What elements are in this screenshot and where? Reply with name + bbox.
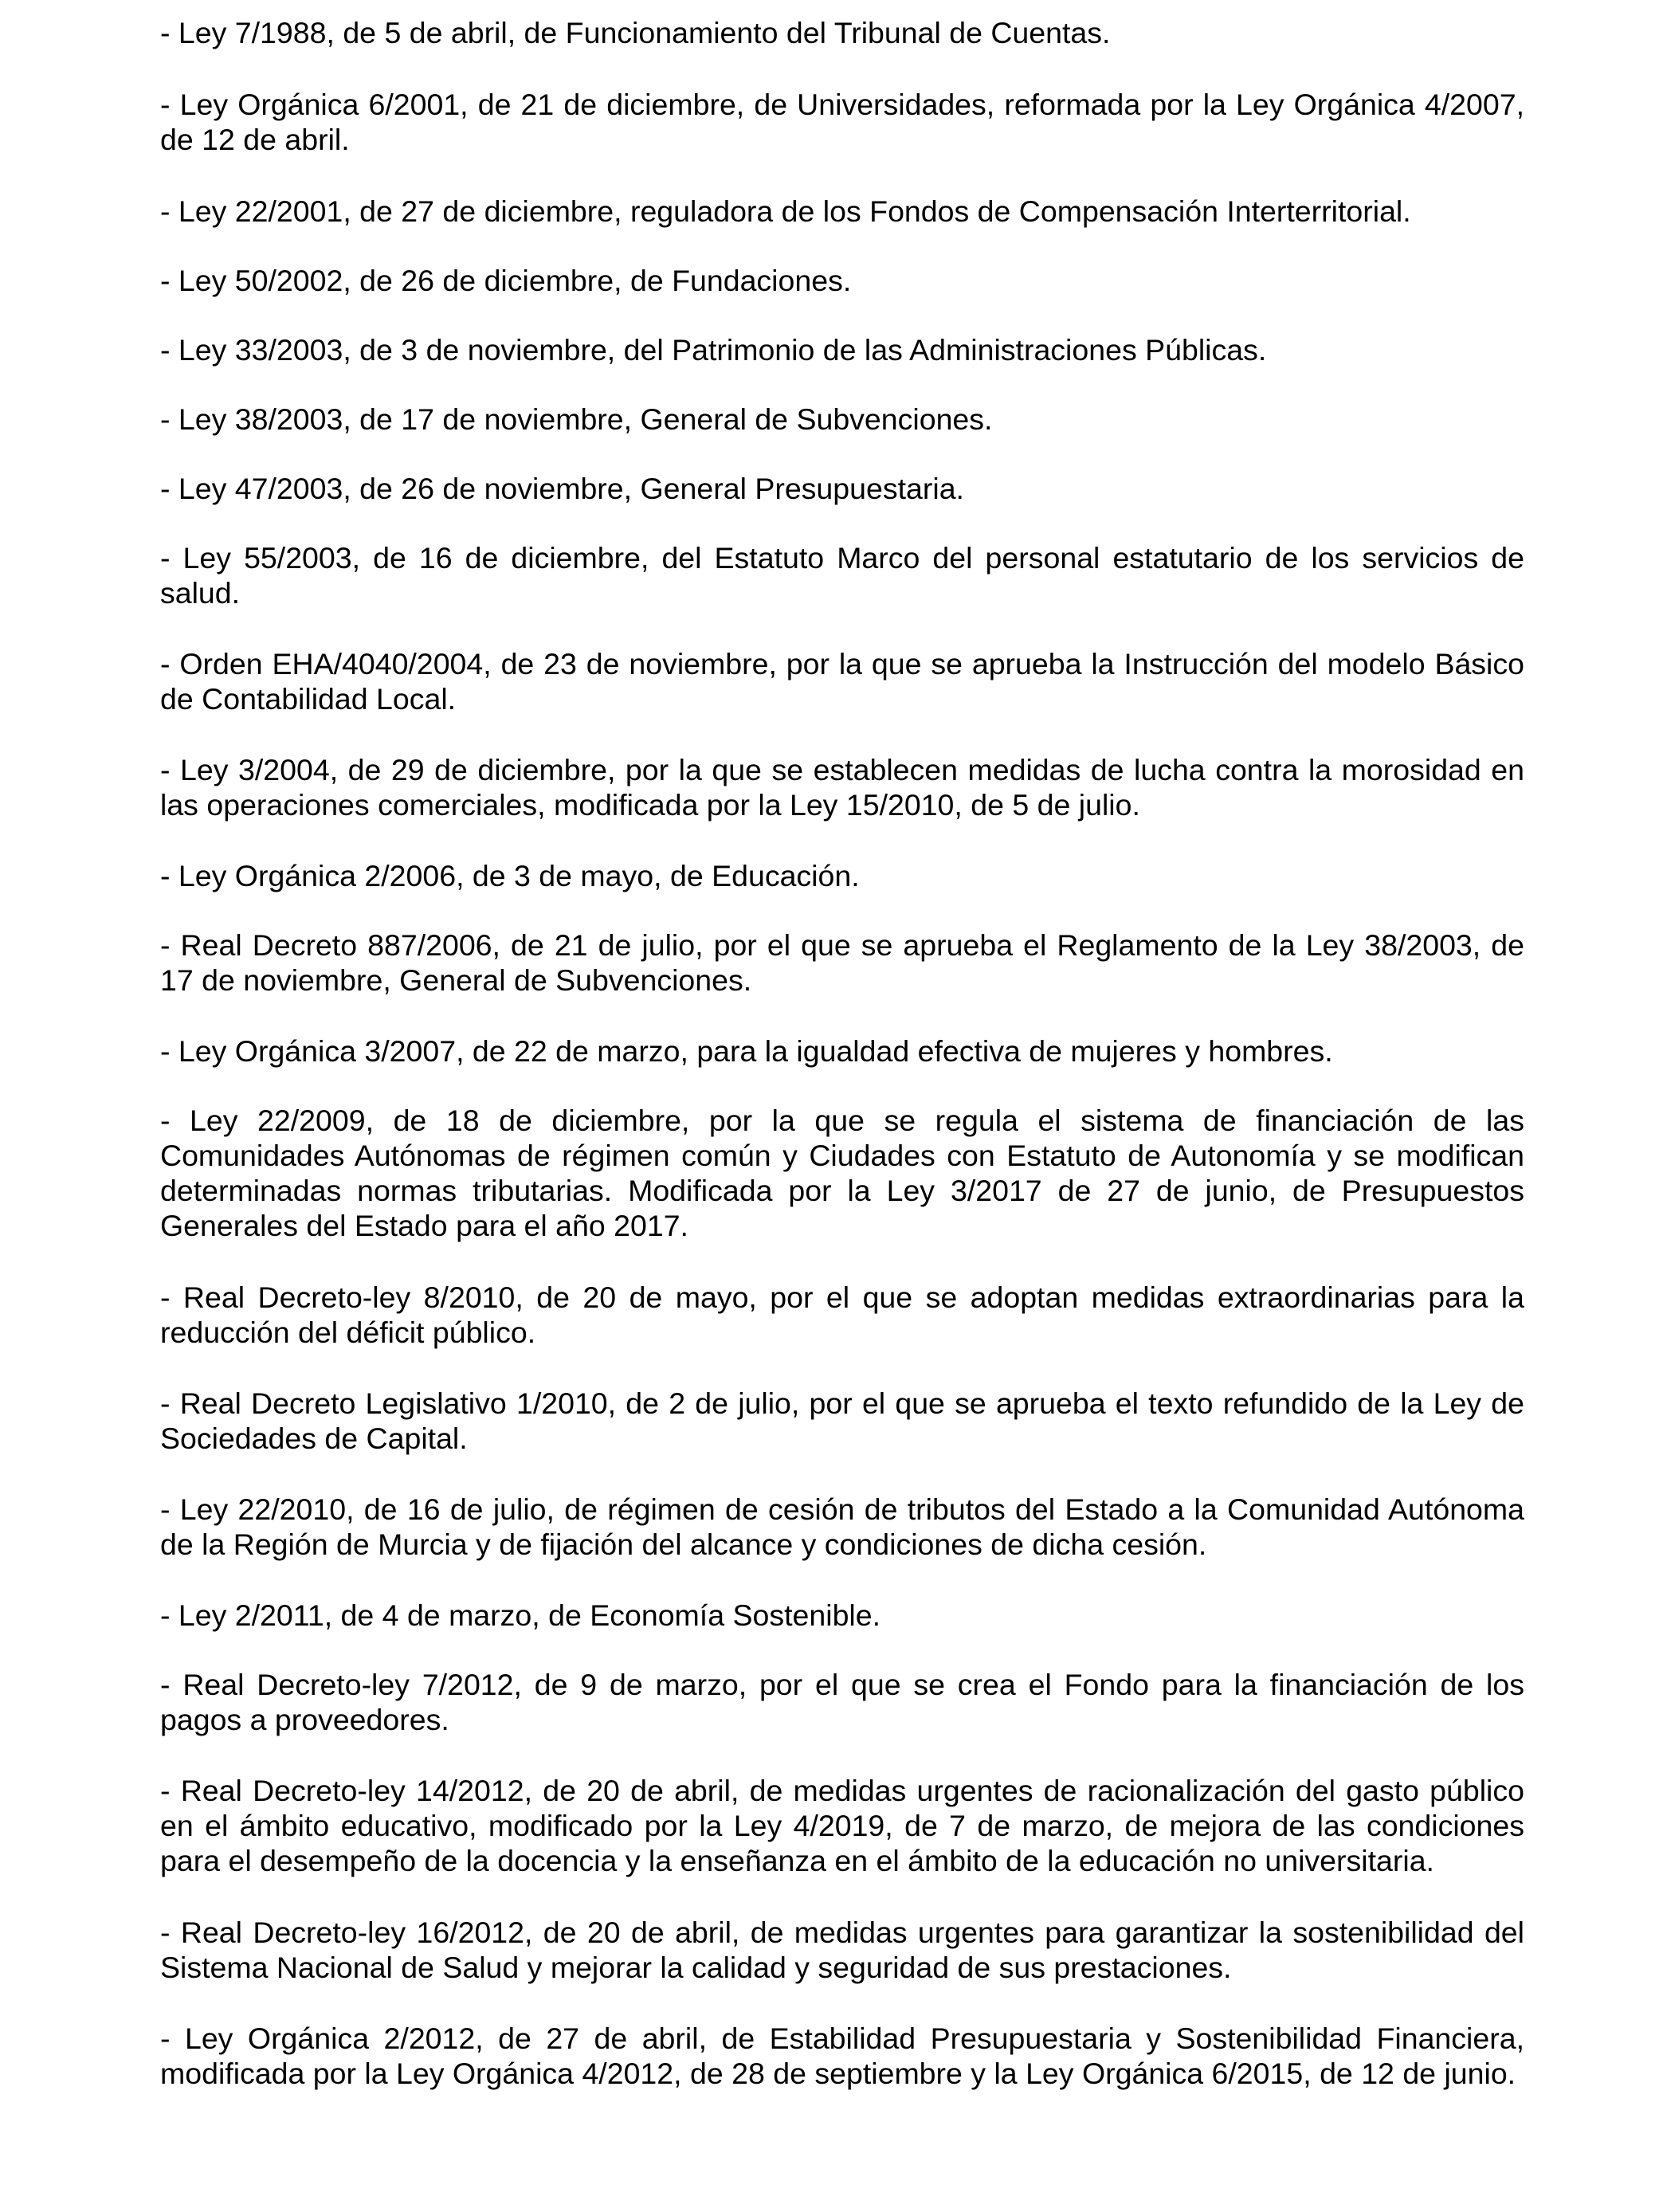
legislation-item: - Real Decreto Legislativo 1/2010, de 2 de julio, por el que se aprueba el texto refundido de la Ley de Sociedades de Capital. [160,1386,1524,1455]
legislation-item: - Real Decreto-ley 16/2012, de 20 de abril, de medidas urgentes para garantizar la sostenibilidad del Sistema Nacional de Salud y mejorar la calidad y seguridad de sus prestaciones. [160,1916,1524,1984]
legislation-item: - Ley 55/2003, de 16 de diciembre, del Estatuto Marco del personal estatutario de los servicios de salud. [160,541,1524,610]
legislation-item: - Ley 47/2003, de 26 de noviembre, General Presupuestaria. [160,472,964,505]
legislation-item: - Real Decreto-ley 14/2012, de 20 de abril, de medidas urgentes de racionalización del gasto público en el ámbito educativo, modificado por la Ley 4/2019, de 7 de marzo, de mejora de las condiciones para el desempeño de la docencia y la enseñanza en el ámbito de la educación no universitaria. [160,1774,1524,1877]
legislation-item: - Real Decreto 887/2006, de 21 de julio, por el que se aprueba el Reglamento de la Ley 38/2003, de 17 de noviembre, General de Subvenciones. [160,928,1524,997]
legislation-item: - Ley Orgánica 2/2006, de 3 de mayo, de Educación. [160,859,860,892]
legislation-item: - Ley 7/1988, de 5 de abril, de Funcionamiento del Tribunal de Cuentas. [160,16,1111,49]
legislation-item: - Ley 2/2011, de 4 de marzo, de Economía Sostenible. [160,1598,881,1632]
legislation-item: - Ley 38/2003, de 17 de noviembre, General de Subvenciones. [160,402,993,436]
legislation-item: - Real Decreto-ley 8/2010, de 20 de mayo, por el que se adoptan medidas extraordinarias para la reducción del déficit público. [160,1281,1524,1349]
legislation-item: - Ley 22/2001, de 27 de diciembre, reguladora de los Fondos de Compensación Interterritorial. [160,194,1411,228]
legislation-item: - Ley Orgánica 2/2012, de 27 de abril, de Estabilidad Presupuestaria y Sostenibilidad Financiera, modificada por la Ley Orgánica 4/2012, de 28 de septiembre y la Ley Orgánica 6/2015, de 12 de junio. [160,2022,1524,2090]
legislation-item: - Real Decreto-ley 7/2012, de 9 de marzo, por el que se crea el Fondo para la financiación de los pagos a proveedores. [160,1668,1524,1736]
legislation-item: - Ley 33/2003, de 3 de noviembre, del Patrimonio de las Administraciones Públicas. [160,333,1267,367]
legislation-item: - Ley Orgánica 3/2007, de 22 de marzo, para la igualdad efectiva de mujeres y hombres. [160,1034,1333,1068]
legislation-item: - Ley 3/2004, de 29 de diciembre, por la que se establecen medidas de lucha contra la morosidad en las operaciones comerciales, modificada por la Ley 15/2010, de 5 de julio. [160,753,1524,822]
legislation-item: - Ley 22/2009, de 18 de diciembre, por la que se regula el sistema de financiación de las Comunidades Autónomas de régimen común y Ciudades con Estatuto de Autonomía y se modifican determinadas normas tributarias. Modificada por la Ley 3/2017 de 27 de junio, de Presupuestos Generales del Estado para el año 2017. [160,1104,1524,1242]
legislation-item: - Ley Orgánica 6/2001, de 21 de diciembre, de Universidades, reformada por la Ley Orgánica 4/2007, de 12 de abril. [160,88,1524,156]
legislation-item: - Orden EHA/4040/2004, de 23 de noviembre, por la que se aprueba la Instrucción del modelo Básico de Contabilidad Local. [160,647,1524,716]
legislation-item: - Ley 22/2010, de 16 de julio, de régimen de cesión de tributos del Estado a la Comunidad Autónoma de la Región de Murcia y de fijación del alcance y condiciones de dicha cesión. [160,1492,1524,1561]
legislation-item: - Ley 50/2002, de 26 de diciembre, de Fundaciones. [160,264,852,297]
